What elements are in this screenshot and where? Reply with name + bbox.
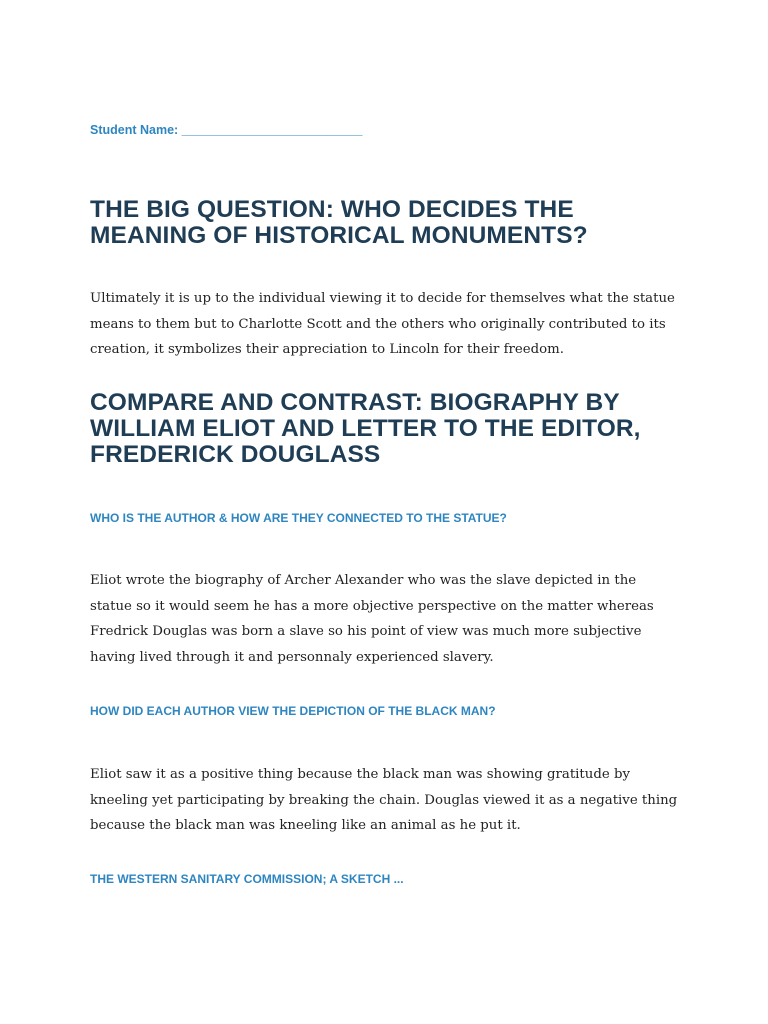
depiction-view-answer: Eliot saw it as a positive thing because the black man was showing gratitude by kneeling yet participating by breaking the chain. Douglas viewed it as a negative thing because the black man was kneeling like an animal as he put it. — [90, 767, 678, 833]
author-connection-subheading: WHO IS THE AUTHOR & HOW ARE THEY CONNECTED TO THE STATUE? — [90, 511, 507, 525]
depiction-view-subheading: HOW DID EACH AUTHOR VIEW THE DEPICTION OF THE BLACK MAN? — [90, 704, 496, 718]
author-connection-answer: Eliot wrote the biography of Archer Alexander who was the slave depicted in the statue so it would seem he has a more objective perspective on the matter whereas Fredrick Douglas was born a slave so his point of view was much more subjective having lived through it and personnaly experienced slavery. — [90, 573, 654, 665]
sanitary-commission-subheading: THE WESTERN SANITARY COMMISSION; A SKETCH ... — [90, 872, 404, 886]
student-name-field[interactable]: Student Name: __________________________ — [90, 123, 363, 137]
big-question-heading: THE BIG QUESTION: WHO DECIDES THE MEANING OF HISTORICAL MONUMENTS? — [90, 196, 588, 249]
compare-contrast-heading: COMPARE AND CONTRAST: BIOGRAPHY BY WILLIAM ELIOT AND LETTER TO THE EDITOR, FREDERICK DOUGLASS — [90, 389, 641, 468]
big-question-answer: Ultimately it is up to the individual viewing it to decide for themselves what the statue means to them but to Charlotte Scott and the others who originally contributed to its creation, it symbolizes their appreciation to Lincoln for their freedom. — [90, 291, 675, 357]
